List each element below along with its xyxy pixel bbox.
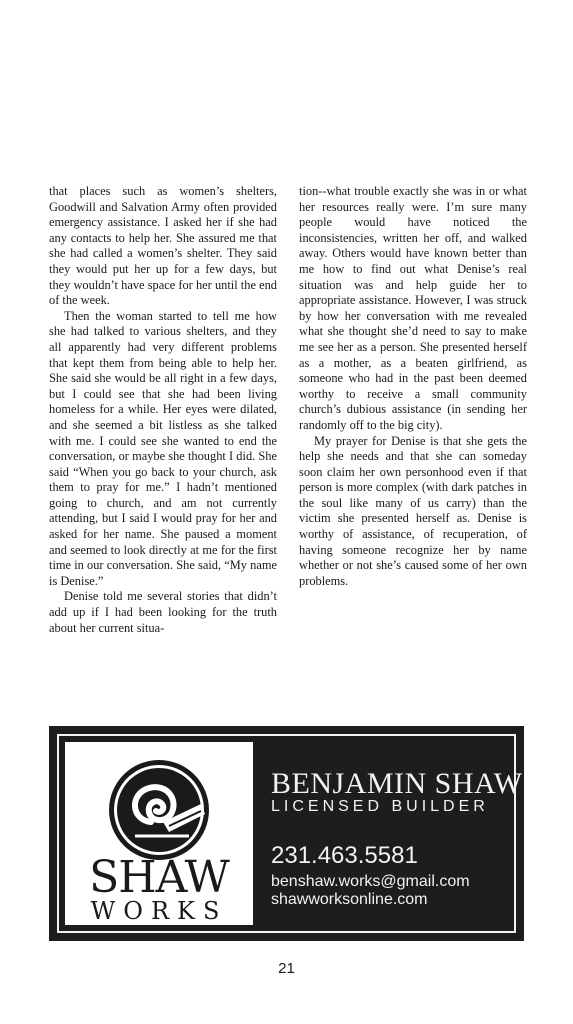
builder-title: LICENSED BUILDER xyxy=(271,798,489,815)
paragraph: Denise told me several stories that didn’t add up if I had been looking for the truth about her current situa- xyxy=(49,589,277,635)
logo-panel xyxy=(65,742,253,925)
email-address: benshaw.works@gmail.com xyxy=(271,873,470,890)
page-number: 21 xyxy=(278,960,295,977)
business-card-advertisement xyxy=(49,726,524,941)
website-address: shawworksonline.com xyxy=(271,891,428,908)
ad-border xyxy=(57,931,516,933)
article-column-right xyxy=(299,184,527,589)
article-column-left xyxy=(49,184,277,636)
ad-border xyxy=(57,734,516,736)
ad-border xyxy=(57,734,59,933)
paragraph: Then the woman started to tell me how she had talked to various shelters, and they all apparently had very different problems that kept them from being able to help her. She said she would be all right in a few days, but I could see that she had been living homeless for a while. Her eyes were dilated, and she seemed a bit listless as she talked with me. I could see she wanted to end the conversation, or maybe she thought I did. She said “When you go back to your church, ask them to pray for me.” I hadn’t mentioned going to church, and am not currently attending, but I said I would pray for her and asked for her name. She paused a moment and seemed to look directly at me for the first time in our conversation. She said, “My name is Denise.” xyxy=(49,308,277,588)
ad-border xyxy=(514,734,516,933)
logo-wordmark-shaw: SHAW xyxy=(89,852,229,903)
phone-number: 231.463.5581 xyxy=(271,842,418,869)
paragraph: that places such as women’s shelters, Goodwill and Salvation Army often provided emergency assistance. I asked her if she had any contacts to help her. She assured me that she had called a women’s shelter. They said they would put her up for a few days, but they wouldn’t have space for her until the end of the week. xyxy=(49,184,277,308)
builder-name: BENJAMIN SHAW xyxy=(271,767,523,800)
spiral-shell-icon xyxy=(105,756,213,864)
paragraph: tion--what trouble exactly she was in or what her resources really were. I’m sure many people would have noticed the inconsistencies, written her off, and walked away. Others would have known better than me how to find out what Denise’s real situation was and help guide her to appropriate assistance. However, I was struck by how her conversation with me revealed what she thought she’d need to say to make me see her as a person. She presented herself as a mother, as a beaten girlfriend, as someone who had in the past been deemed worthy to receive a small community church’s dubious assistance (in sending her randomly off to the big city). xyxy=(299,184,527,432)
logo-wordmark-works: WORKS xyxy=(90,897,228,925)
paragraph: My prayer for Denise is that she gets the help she needs and that she can someday soon claim her own personhood even if that person is more complex (with dark patches in the soul like many of us carry) than the victim she presented herself as. Denise is worthy of assistance, of recuperation, of having someone recognize her by name whether or not she’s caused some of her own problems. xyxy=(299,433,527,588)
